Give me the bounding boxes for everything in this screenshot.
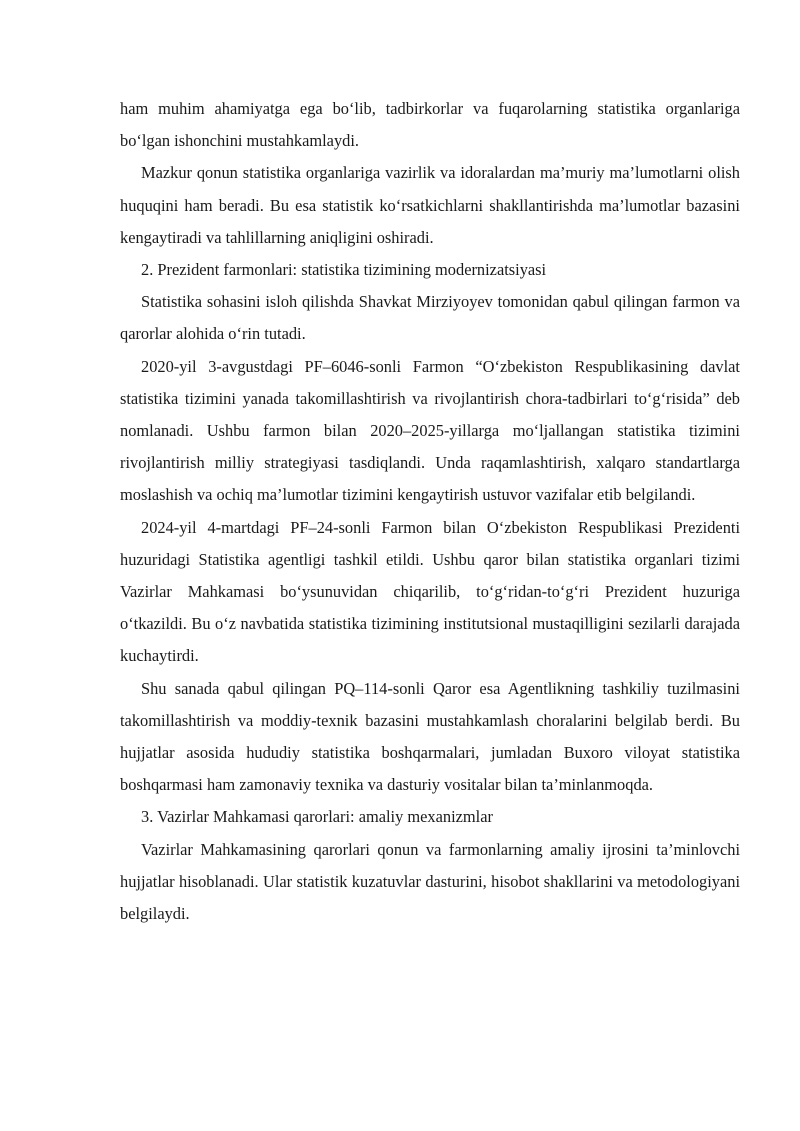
paragraph-cabinet-resolutions: Vazirlar Mahkamasining qarorlari qonun va farmonlarning amaliy ijrosini ta’minlovchi hujjatlar hisoblanadi. Ular statistik kuzatuvlar dasturini, hisobot shakllarini va metodologiyani belgilaydi. <box>120 839 740 924</box>
section-heading-cabinet-resolutions: 3. Vazirlar Mahkamasi qarorlari: amaliy mexanizmlar <box>141 807 493 827</box>
section-heading-presidential-decrees: 2. Prezident farmonlari: statistika tizimining modernizatsiyasi <box>141 260 547 280</box>
document-page <box>120 93 740 930</box>
paragraph-resolution-114: Shu sanada qabul qilingan PQ–114-sonli Qaror esa Agentlikning tashkiliy tuzilmasini takomillashtirish va moddiy-texnik bazasini mustahkamlash choralarini belgilab berdi. Bu hujjatlar asosida hududiy statistika boshqarmalari, jumladan Buxoro viloyat statistika boshqarmasi ham zamonaviy texnika va dasturiy vositalar bilan ta’minlanmoqda. <box>120 678 740 795</box>
paragraph-decree-2024: 2024-yil 4-martdagi PF–24-sonli Farmon bilan O‘zbekiston Respublikasi Prezidenti huzuridagi Statistika agentligi tashkil etildi. Ushbu qaror bilan statistika organlari tizimi Vazirlar Mahkamasi bo‘ysunuvidan chiqarilib, to‘g‘ridan-to‘g‘ri Prezident huzuriga o‘tkazildi. Bu o‘z navbatida statistika tizimining institutsional mustaqilligini sezilarli darajada kuchaytirdi. <box>120 517 740 666</box>
paragraph-continuation: ham muhim ahamiyatga ega bo‘lib, tadbirkorlar va fuqarolarning statistika organlariga bo‘lgan ishonchini mustahkamlaydi. <box>120 99 740 151</box>
paragraph-reform-intro: Statistika sohasini isloh qilishda Shavkat Mirziyoyev tomonidan qabul qilingan farmon va qarorlar alohida o‘rin tutadi. <box>120 292 740 344</box>
paragraph-administrative-data: Mazkur qonun statistika organlariga vazirlik va idoralardan ma’muriy ma’lumotlarni olish huquqini ham beradi. Bu esa statistik ko‘rsatkichlarni shakllantirishda ma’lumotlar bazasini kengaytiradi va tahlillarning aniqligini oshiradi. <box>120 163 740 247</box>
paragraph-decree-2020: 2020-yil 3-avgustdagi PF–6046-sonli Farmon “O‘zbekiston Respublikasining davlat statistika tizimini yanada takomillashtirish va rivojlantirish chora-tadbirlari to‘g‘risida” deb nomlanadi. Ushbu farmon bilan 2020–2025-yillarga mo‘ljallangan statistika tizimini rivojlantirish milliy strategiyasi tasdiqlandi. Unda raqamlashtirish, xalqaro standartlarga moslashish va ochiq ma’lumotlar tizimini kengaytirish ustuvor vazifalar etib belgilandi. <box>120 356 740 505</box>
